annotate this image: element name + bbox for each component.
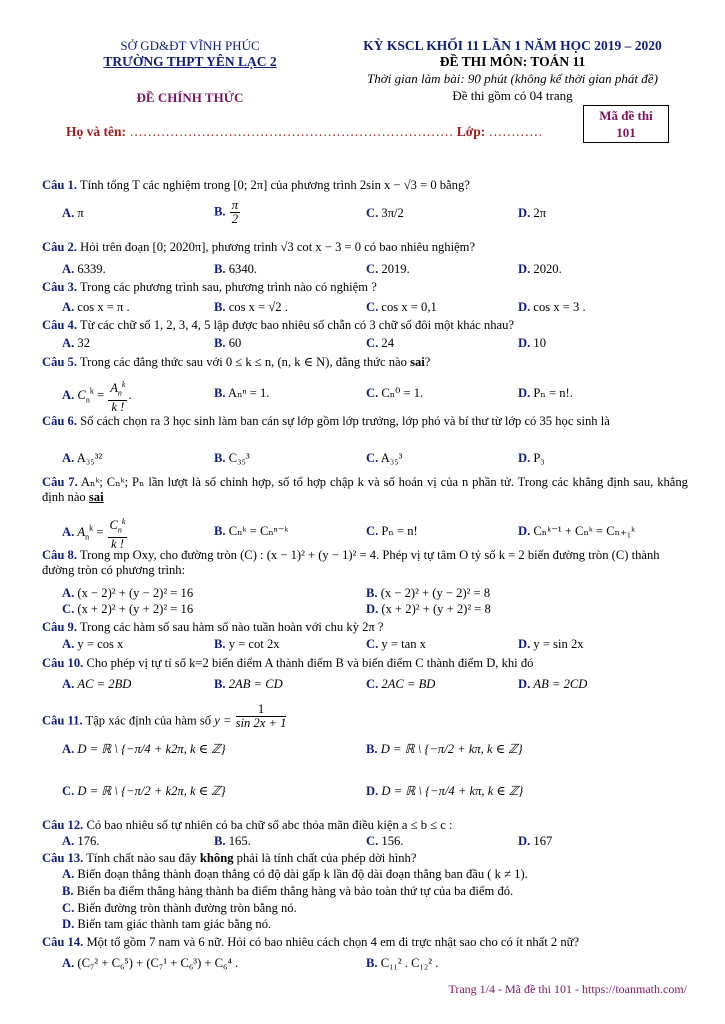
option-label: B. bbox=[214, 524, 226, 538]
q8-option-c[interactable] bbox=[62, 602, 193, 617]
option-text: Biến đoạn thẳng thành đoạn thẳng có độ dài gấp k lần độ dài đoạn thẳng ban đầu ( k ≠ 1). bbox=[77, 867, 528, 881]
q4-option-a[interactable] bbox=[62, 336, 90, 351]
q11-option-a[interactable] bbox=[62, 742, 226, 757]
q1-option-a[interactable] bbox=[62, 206, 84, 221]
page-count: Đề thi gồm có 04 trang bbox=[452, 88, 573, 103]
option-text: (x + 2)² + (y + 2)² = 8 bbox=[381, 602, 491, 616]
option-label: D. bbox=[518, 637, 531, 651]
option-text: D = ℝ \ {−π/2 + kπ, k ∈ ℤ} bbox=[380, 742, 523, 756]
q1-option-d[interactable] bbox=[518, 206, 546, 221]
question-text: Trong các phương trình sau, phương trình nào có nghiệm ? bbox=[79, 280, 377, 294]
option-text: Pₙ = n! bbox=[381, 524, 418, 538]
option-text: (x − 2)² + (y − 2)² = 8 bbox=[380, 586, 491, 600]
option-label: A. bbox=[62, 387, 75, 402]
question-number: Câu 7. bbox=[42, 475, 78, 489]
question-number: Câu 11. bbox=[42, 713, 83, 728]
question-1 bbox=[42, 178, 688, 193]
option-text: 165. bbox=[228, 834, 251, 848]
option-label: B. bbox=[214, 677, 226, 691]
question-number: Câu 5. bbox=[42, 355, 77, 369]
student-info-line bbox=[66, 124, 543, 140]
exam-header bbox=[0, 38, 725, 148]
class-label: Lớp: bbox=[456, 124, 486, 139]
q3-option-b[interactable] bbox=[214, 300, 288, 315]
option-text: 6339. bbox=[77, 262, 106, 276]
option-text: y = tan x bbox=[381, 637, 426, 651]
school-name-text: TRƯỜNG THPT YÊN LẠC 2 bbox=[103, 54, 277, 69]
option-label: D. bbox=[518, 524, 531, 538]
question-text: Hỏi trên đoạn [0; 2020π], phương trình √3 cot x − 3 = 0 có bao nhiêu nghiệm? bbox=[80, 240, 476, 254]
question-text: Tính chất nào sau đây bbox=[86, 851, 200, 865]
option-text: cos x = π . bbox=[77, 300, 130, 314]
option-label: A. bbox=[62, 867, 75, 881]
option-label: C. bbox=[366, 386, 379, 400]
option-text: Biến tam giác thành tam giác bằng nó. bbox=[77, 917, 272, 931]
question-13 bbox=[42, 851, 688, 866]
option-text: Pₙ = n!. bbox=[533, 386, 573, 400]
option-label: A. bbox=[62, 300, 75, 314]
q13-option-a[interactable] bbox=[62, 867, 528, 882]
q10-option-a[interactable] bbox=[62, 677, 131, 692]
q4-option-d[interactable] bbox=[518, 336, 546, 351]
option-label: D. bbox=[518, 677, 531, 691]
option-label: A. bbox=[62, 637, 75, 651]
question-4 bbox=[42, 318, 688, 333]
q11-option-b[interactable] bbox=[366, 742, 523, 757]
q5-option-b[interactable] bbox=[214, 386, 269, 401]
option-label: A. bbox=[62, 742, 75, 756]
exam-title: KỲ KSCL KHỐI 11 LẦN 1 NĂM HỌC 2019 – 2020 bbox=[363, 38, 662, 53]
option-label: C. bbox=[366, 677, 379, 691]
question-text: Số cách chọn ra 3 học sinh làm ban cán sự lớp gồm lớp trưởng, lớp phó và bí thư từ lớp có 35 học sinh là bbox=[80, 414, 610, 428]
option-text: A₃₅³ bbox=[380, 451, 403, 465]
option-label: B. bbox=[214, 204, 226, 219]
option-label: A. bbox=[62, 451, 75, 465]
option-text: Cₙᵏ = Cₙⁿ⁻ᵏ bbox=[228, 524, 289, 538]
question-14 bbox=[42, 935, 688, 950]
option-label: B. bbox=[366, 586, 378, 600]
q11-option-d[interactable] bbox=[366, 784, 523, 799]
exam-code: 101 bbox=[616, 125, 636, 140]
option-text: 2020. bbox=[533, 262, 562, 276]
option-text: 176. bbox=[77, 834, 100, 848]
option-label: A. bbox=[62, 336, 75, 350]
question-number: Câu 12. bbox=[42, 818, 84, 832]
q5-option-a[interactable]: A. $C_n^k$ = $\frac{A_n^k}{k !}$ . bbox=[62, 380, 132, 414]
q5-option-c[interactable] bbox=[366, 386, 423, 401]
school-name bbox=[70, 54, 310, 70]
emphasis-word: sai bbox=[88, 490, 104, 504]
option-label: A. bbox=[62, 956, 75, 970]
question-12 bbox=[42, 818, 688, 833]
exam-time: Thời gian làm bài: 90 phút (không kể thời gian phát đề) bbox=[367, 71, 658, 86]
q8-option-a[interactable] bbox=[62, 586, 193, 601]
q3-option-d[interactable] bbox=[518, 300, 586, 315]
exam-code-box bbox=[583, 105, 669, 143]
q13-option-b[interactable] bbox=[62, 884, 513, 899]
option-text: π bbox=[77, 206, 84, 220]
option-text: 2AC = BD bbox=[381, 677, 436, 691]
option-text: 3π/2 bbox=[381, 206, 404, 220]
q10-option-c[interactable] bbox=[366, 677, 435, 692]
question-text-end: ? bbox=[424, 355, 431, 369]
q2-option-d[interactable] bbox=[518, 262, 562, 277]
option-text: 6340. bbox=[228, 262, 258, 276]
option-label: D. bbox=[518, 262, 531, 276]
q9-option-c[interactable] bbox=[366, 637, 426, 652]
option-text: D = ℝ \ {−π/4 + k2π, k ∈ ℤ} bbox=[77, 742, 226, 756]
q8-option-b[interactable] bbox=[366, 586, 490, 601]
official-label: ĐỀ CHÍNH THỨC bbox=[136, 90, 244, 105]
option-text: 2AB = CD bbox=[228, 677, 283, 691]
fraction: $\frac{\pi}{2}$ bbox=[231, 198, 239, 226]
department: SỞ GD&ĐT VĨNH PHÚC bbox=[120, 38, 260, 53]
q13-option-d[interactable] bbox=[62, 917, 271, 932]
q9-option-b[interactable] bbox=[214, 637, 280, 652]
question-text: Aₙᵏ; Cₙᵏ; Pₙ lần lượt là số chỉnh hợp, số tổ hợp chập k và số hoán vị của n phần tử. Trong các khẳng định sau, khẳng định nào bbox=[42, 475, 688, 504]
option-text: cos x = 0,1 bbox=[381, 300, 437, 314]
class-dots: ………… bbox=[488, 124, 543, 139]
option-label: A. bbox=[62, 677, 75, 691]
question-number: Câu 13. bbox=[42, 851, 84, 865]
option-text: P₃ bbox=[533, 451, 545, 465]
function-expr: y = bbox=[214, 713, 232, 728]
option-text: Cₙᵏ⁻¹ + Cₙᵏ = Cₙ₊₁ᵏ bbox=[533, 524, 636, 538]
option-text: (x + 2)² + (y + 2)² = 16 bbox=[77, 602, 194, 616]
q12-option-b[interactable] bbox=[214, 834, 251, 849]
q6-option-b[interactable] bbox=[214, 451, 250, 466]
emphasis-word: không bbox=[199, 851, 234, 865]
question-text: Cho phép vị tự tỉ số k=2 biến điểm A thành điểm B và biến điểm C thành điểm D, khi đó bbox=[86, 656, 534, 670]
q2-option-b[interactable] bbox=[214, 262, 257, 277]
option-label: B. bbox=[366, 742, 378, 756]
q6-option-c[interactable] bbox=[366, 451, 402, 466]
q1-option-b[interactable] bbox=[214, 199, 241, 226]
question-number: Câu 3. bbox=[42, 280, 77, 294]
option-label: C. bbox=[366, 336, 379, 350]
q5-option-d[interactable] bbox=[518, 386, 573, 401]
q14-option-b[interactable] bbox=[366, 956, 438, 971]
question-number: Câu 1. bbox=[42, 178, 77, 192]
question-6 bbox=[42, 414, 688, 429]
question-number: Câu 9. bbox=[42, 620, 77, 634]
q7-option-d[interactable] bbox=[518, 524, 635, 539]
q13-option-c[interactable] bbox=[62, 901, 297, 916]
option-label: A. bbox=[62, 834, 75, 848]
option-label: B. bbox=[214, 336, 226, 350]
q7-option-c[interactable] bbox=[366, 524, 418, 539]
option-label: D. bbox=[62, 917, 75, 931]
option-label: D. bbox=[518, 206, 531, 220]
option-label: A. bbox=[62, 586, 75, 600]
option-label: B. bbox=[214, 637, 226, 651]
q9-option-d[interactable] bbox=[518, 637, 584, 652]
question-text: Có bao nhiêu số tự nhiên có ba chữ số abc thỏa mãn điều kiện a ≤ b ≤ c : bbox=[86, 818, 453, 832]
option-label: A. bbox=[62, 262, 75, 276]
fraction: $\frac{C_n^k}{k !}$ bbox=[109, 517, 126, 551]
q10-option-d[interactable] bbox=[518, 677, 587, 692]
option-label: B. bbox=[214, 262, 226, 276]
name-label: Họ và tên: bbox=[66, 124, 126, 139]
option-text: Biến đường tròn thành đường tròn bằng nó. bbox=[77, 901, 297, 915]
option-label: A. bbox=[62, 524, 75, 539]
option-text: 32 bbox=[77, 336, 90, 350]
option-text: (C₇² + C₆⁵) + (C₇¹ + C₆³) + C₆⁴ . bbox=[77, 956, 239, 970]
exam-code-label: Mã đề thi bbox=[599, 108, 653, 123]
q4-option-b[interactable] bbox=[214, 336, 241, 351]
option-label: D. bbox=[366, 784, 379, 798]
option-text: cos x = 3 . bbox=[533, 300, 586, 314]
option-text: D = ℝ \ {−π/4 + kπ, k ∈ ℤ} bbox=[381, 784, 524, 798]
q2-option-c[interactable] bbox=[366, 262, 410, 277]
option-text: 60 bbox=[228, 336, 242, 350]
option-text: C₁₁² . C₁₂² . bbox=[380, 956, 439, 970]
fraction: $\frac{A_n^k}{k !}$ bbox=[110, 380, 126, 414]
option-label: D. bbox=[518, 336, 531, 350]
option-label: B. bbox=[62, 884, 74, 898]
question-7 bbox=[42, 475, 688, 505]
option-label: B. bbox=[366, 956, 378, 970]
option-text: 167 bbox=[533, 834, 553, 848]
question-text: Trong các đẳng thức sau với 0 ≤ k ≤ n, (n, k ∈ N), đẳng thức nào bbox=[79, 355, 411, 369]
option-label: C. bbox=[366, 300, 379, 314]
option-label: C. bbox=[366, 834, 379, 848]
option-label: C. bbox=[62, 602, 75, 616]
q12-option-d[interactable] bbox=[518, 834, 552, 849]
question-number: Câu 8. bbox=[42, 548, 77, 562]
question-number: Câu 14. bbox=[42, 935, 84, 949]
option-text: 10 bbox=[533, 336, 546, 350]
option-text: y = cos x bbox=[77, 637, 124, 651]
question-number: Câu 6. bbox=[42, 414, 77, 428]
question-number: Câu 2. bbox=[42, 240, 77, 254]
option-label: B. bbox=[214, 386, 226, 400]
option-text: Cₙ⁰ = 1. bbox=[381, 386, 424, 400]
option-text: 24 bbox=[381, 336, 394, 350]
option-text: Biến ba điểm thẳng hàng thành ba điểm thẳng hàng và bảo toàn thứ tự của ba điểm đó. bbox=[76, 884, 514, 898]
option-label: D. bbox=[366, 602, 379, 616]
name-dots: ……………………………………………………………… bbox=[129, 124, 454, 139]
emphasis-word: sai bbox=[410, 355, 425, 369]
option-label: C. bbox=[366, 262, 379, 276]
page-footer: Trang 1/4 - Mã đề thi 101 - https://toanmath.com/ bbox=[448, 982, 687, 996]
option-label: C. bbox=[366, 451, 379, 465]
option-text: (x − 2)² + (y − 2)² = 16 bbox=[77, 586, 194, 600]
option-text: 2π bbox=[533, 206, 547, 220]
option-text: Aₙⁿ = 1. bbox=[228, 386, 270, 400]
q8-option-d[interactable] bbox=[366, 602, 491, 617]
fraction: $\frac{1}{\sin 2x + 1}$ bbox=[235, 702, 287, 730]
question-11 bbox=[42, 702, 688, 735]
option-label: B. bbox=[214, 451, 226, 465]
q9-option-a[interactable] bbox=[62, 637, 123, 652]
option-label: B. bbox=[214, 300, 226, 314]
option-label: C. bbox=[366, 206, 379, 220]
question-text: Từ các chữ số 1, 2, 3, 4, 5 lập được bao nhiêu số chẵn có 3 chữ số đôi một khác nhau? bbox=[79, 318, 514, 332]
option-label: C. bbox=[366, 637, 379, 651]
question-5 bbox=[42, 355, 688, 370]
option-label: A. bbox=[62, 206, 75, 220]
q6-option-a[interactable] bbox=[62, 451, 102, 466]
question-number: Câu 10. bbox=[42, 656, 84, 670]
option-text: 156. bbox=[381, 834, 404, 848]
option-label: C. bbox=[366, 524, 379, 538]
option-label: B. bbox=[214, 834, 226, 848]
q3-option-a[interactable] bbox=[62, 300, 130, 315]
exam-subject: ĐỀ THI MÔN: TOÁN 11 bbox=[439, 54, 586, 69]
option-label: D. bbox=[518, 300, 531, 314]
option-text: 2019. bbox=[381, 262, 410, 276]
question-text: Trong mp Oxy, cho đường tròn (C) : (x − 1)² + (y − 1)² = 4. Phép vị tự tâm O tỷ số k = 2 biến đường tròn (C) thành đường tròn có phương trình: bbox=[42, 548, 660, 577]
question-10 bbox=[42, 656, 688, 671]
q12-option-a[interactable] bbox=[62, 834, 99, 849]
option-label: D. bbox=[518, 386, 531, 400]
question-text: Tập xác định của hàm số bbox=[85, 713, 212, 728]
q11-option-c[interactable] bbox=[62, 784, 226, 799]
q2-option-a[interactable] bbox=[62, 262, 106, 277]
question-9 bbox=[42, 620, 688, 635]
q1-option-c[interactable] bbox=[366, 206, 404, 221]
option-text: D = ℝ \ {−π/2 + k2π, k ∈ ℤ} bbox=[77, 784, 226, 798]
option-label: D. bbox=[518, 834, 531, 848]
q14-option-a[interactable] bbox=[62, 956, 238, 971]
question-text: Một tổ gồm 7 nam và 6 nữ. Hỏi có bao nhiêu cách chọn 4 em đi trực nhật sao cho có ít nhất 2 nữ? bbox=[86, 935, 580, 949]
question-3 bbox=[42, 280, 688, 295]
question-number: Câu 4. bbox=[42, 318, 77, 332]
q7-option-b[interactable] bbox=[214, 524, 288, 539]
question-text-end: phải là tính chất của phép dời hình? bbox=[233, 851, 417, 865]
option-text: cos x = √2 . bbox=[228, 300, 288, 314]
question-8 bbox=[42, 548, 688, 578]
q3-option-c[interactable] bbox=[366, 300, 437, 315]
option-label: C. bbox=[62, 901, 75, 915]
q4-option-c[interactable] bbox=[366, 336, 394, 351]
q12-option-c[interactable] bbox=[366, 834, 403, 849]
option-text: A₃₅³² bbox=[76, 451, 103, 465]
option-text: AC = 2BD bbox=[77, 677, 132, 691]
q10-option-b[interactable] bbox=[214, 677, 283, 692]
option-text: y = cot 2x bbox=[228, 637, 280, 651]
option-text: AB = 2CD bbox=[533, 677, 588, 691]
option-label: D. bbox=[518, 451, 531, 465]
question-2 bbox=[42, 240, 688, 255]
q6-option-d[interactable] bbox=[518, 451, 545, 466]
option-text: C₃₅³ bbox=[228, 451, 250, 465]
question-text: Tính tổng T các nghiệm trong [0; 2π] của phương trình 2sin x − √3 = 0 bằng? bbox=[79, 178, 470, 192]
question-text: Trong các hàm số sau hàm số nào tuần hoàn với chu kỳ 2π ? bbox=[79, 620, 384, 634]
option-text: y = sin 2x bbox=[533, 637, 584, 651]
q7-option-a[interactable]: A. $A_n^k$ = $\frac{C_n^k}{k !}$ bbox=[62, 517, 126, 551]
option-label: C. bbox=[62, 784, 75, 798]
